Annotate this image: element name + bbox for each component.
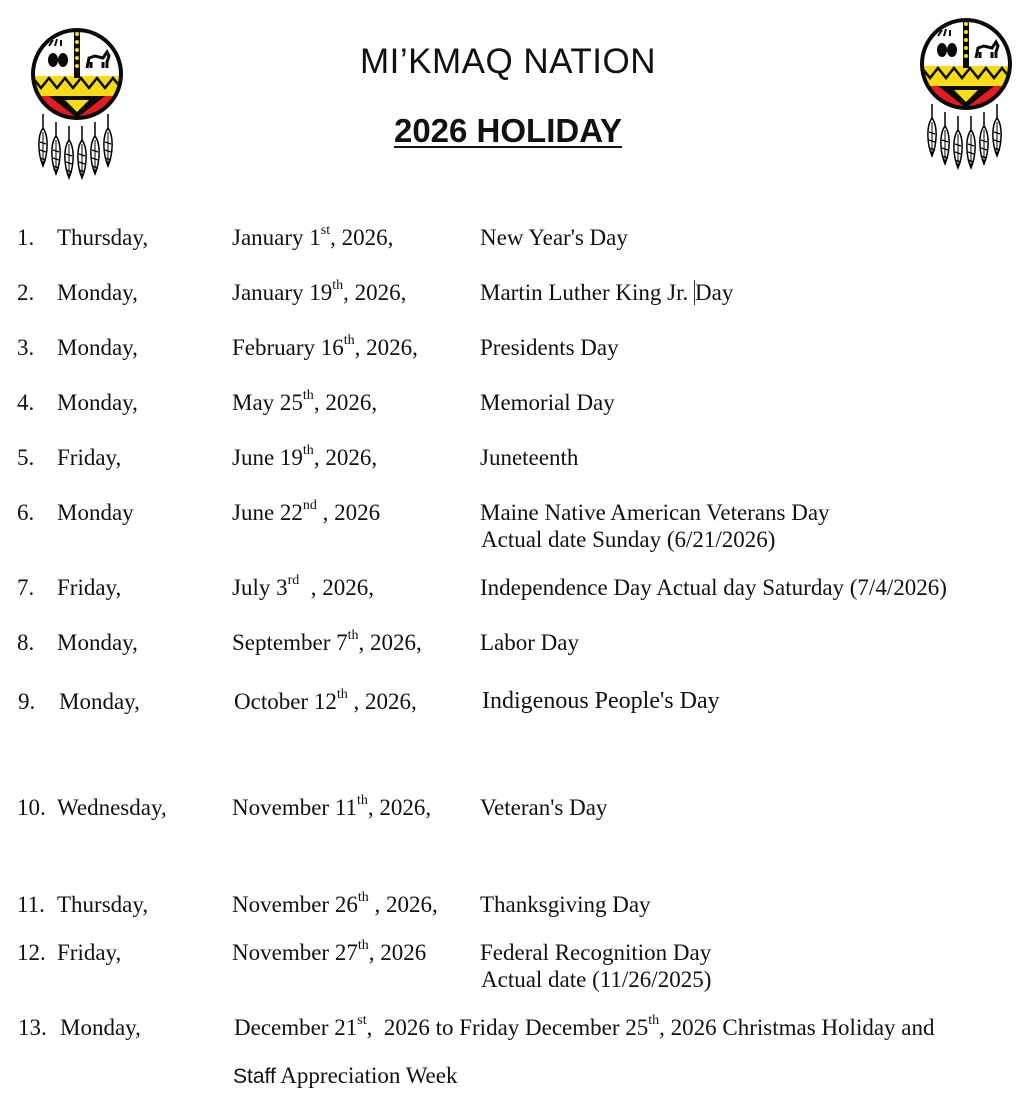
item-date: September 7th, 2026, (232, 628, 422, 655)
item-holiday-name: Presidents Day (480, 335, 619, 360)
item-number: 9. (18, 689, 36, 714)
item-number: 11. (17, 892, 45, 917)
item-holiday-name: Martin Luther King Jr. Day (480, 280, 734, 305)
item-number: 13. (18, 1015, 47, 1040)
item-number: 8. (17, 630, 35, 655)
item-date: May 25th, 2026, (232, 388, 378, 415)
text-cursor: Day (695, 280, 734, 305)
item-weekday: Monday, (57, 390, 138, 415)
item-weekday: Monday, (59, 689, 140, 714)
item-date: November 27th, 2026 (232, 938, 427, 965)
item-date: January 19th, 2026, (232, 278, 407, 305)
item-holiday-name: Memorial Day (480, 390, 615, 415)
item-date: February 16th, 2026, (232, 333, 418, 360)
item-number: 4. (17, 390, 35, 415)
item-holiday-name: Independence Day Actual day Saturday (7/4/2026) (480, 575, 947, 600)
item-number: 7. (17, 575, 35, 600)
item-number: 3. (17, 335, 35, 360)
item-holiday-name: Maine Native American Veterans Day (480, 500, 830, 525)
item-number: 10. (17, 795, 46, 820)
item-holiday-name: Federal Recognition Day (480, 940, 712, 965)
item-date-range: December 21st, 2026 to Friday December 25th, 2026 Christmas Holiday and (234, 1013, 935, 1040)
item-weekday: Monday, (57, 630, 138, 655)
document-subtitle: 2026 HOLIDAY (393, 112, 623, 149)
item-weekday: Friday, (57, 575, 122, 600)
item-holiday-name: Veteran's Day (480, 795, 608, 820)
document-title: MI’KMAQ NATION (359, 42, 657, 81)
item-holiday-note: Actual date Sunday (6/21/2026) (481, 527, 776, 552)
item-holiday-name: Labor Day (480, 630, 579, 655)
item-date: June 22nd , 2026 (232, 498, 381, 525)
item-holiday-name: Thanksgiving Day (480, 892, 651, 917)
item-number: 1. (17, 225, 35, 250)
item-number: 12. (17, 940, 46, 965)
item-holiday-name: Staff Appreciation Week (233, 1063, 458, 1088)
item-holiday-name: New Year's Day (480, 225, 628, 250)
item-date: January 1st, 2026, (232, 223, 394, 250)
item-holiday-name: Juneteenth (480, 445, 579, 470)
item-weekday: Monday, (57, 335, 138, 360)
item-weekday: Thursday, (57, 225, 149, 250)
item-weekday: Monday (57, 500, 134, 525)
item-holiday-name: Indigenous People's Day (482, 688, 720, 714)
item-weekday: Monday, (60, 1015, 141, 1040)
item-weekday: Friday, (57, 940, 122, 965)
item-holiday-note: Actual date (11/26/2025) (481, 967, 712, 992)
item-date: June 19th, 2026, (232, 443, 378, 470)
item-weekday: Friday, (57, 445, 122, 470)
item-weekday: Thursday, (57, 892, 149, 917)
item-weekday: Wednesday, (57, 795, 167, 820)
item-date: November 11th, 2026, (232, 793, 432, 820)
item-date: July 3rd , 2026, (232, 573, 375, 600)
item-number: 5. (17, 445, 35, 470)
item-number: 2. (17, 280, 35, 305)
item-number: 6. (17, 500, 35, 525)
item-weekday: Monday, (57, 280, 138, 305)
item-date: October 12th , 2026, (234, 687, 417, 714)
item-date: November 26th , 2026, (232, 890, 438, 917)
